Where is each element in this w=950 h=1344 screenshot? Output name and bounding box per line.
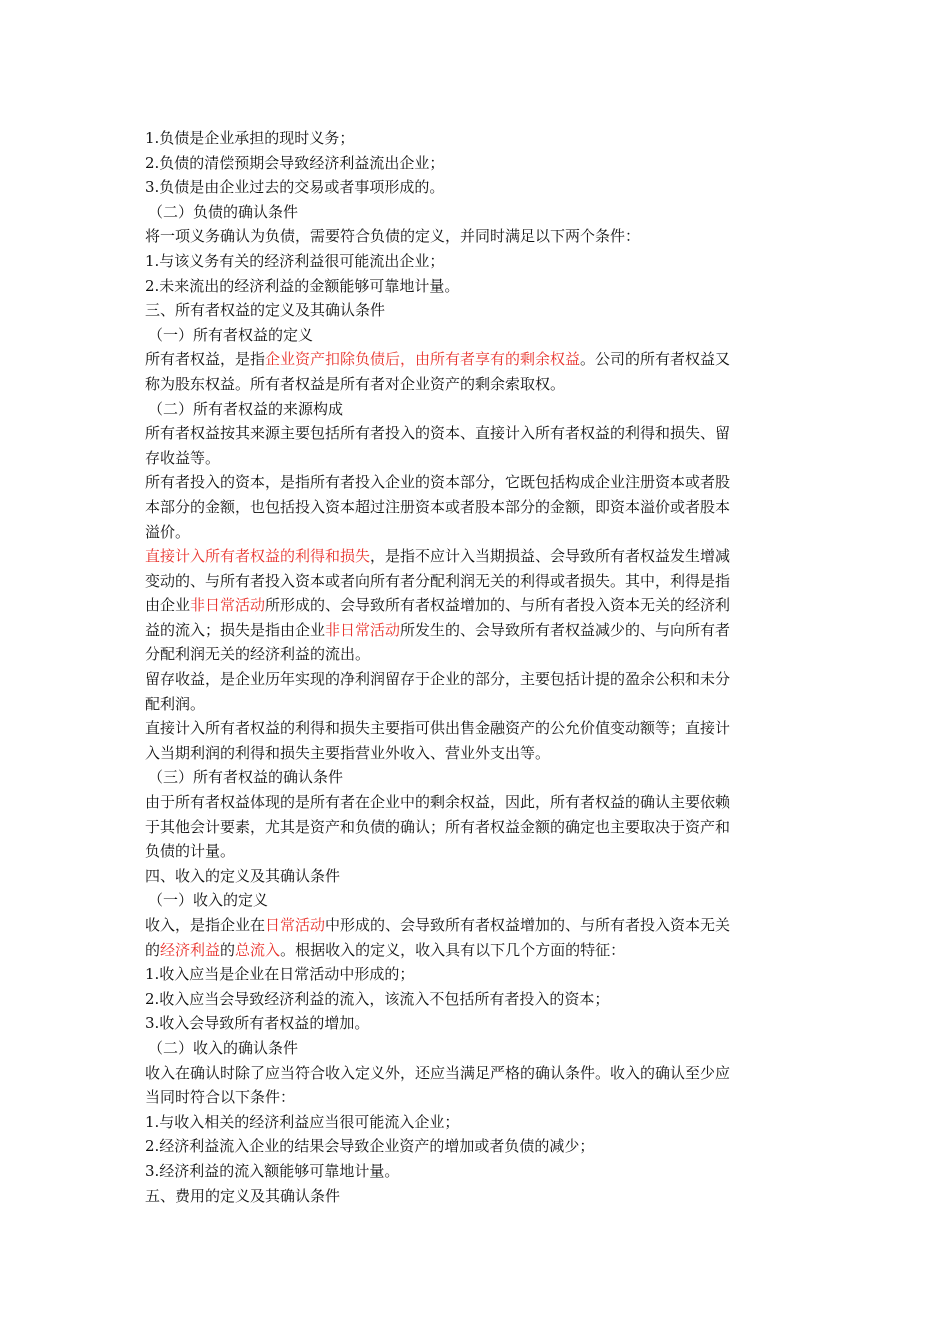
text-line [145, 642, 805, 667]
text-line [145, 1134, 805, 1159]
text-line [145, 347, 805, 372]
text-line [145, 962, 805, 987]
text-line [145, 839, 805, 864]
text-line [145, 569, 805, 594]
text-segment: 四、收入的定义及其确认条件 [145, 866, 341, 885]
text-segment: 将一项义务确认为负债，需要符合负债的定义，并同时满足以下两个条件： [145, 227, 641, 246]
text-segment: 2.经济利益流入企业的结果会导致企业资产的增加或者负债的减少； [145, 1137, 595, 1156]
text-line [145, 1184, 805, 1209]
text-line [145, 544, 805, 569]
text-line [145, 151, 805, 176]
text-segment: 所有者权益，是指 [145, 350, 266, 369]
text-line [145, 298, 805, 323]
text-segment: 所发生的、会导致所有者权益减少的、与向所有者 [400, 620, 731, 639]
text-segment: （二）收入的确认条件 [148, 1038, 299, 1057]
text-segment: 1.收入应当是企业在日常活动中形成的； [145, 965, 415, 984]
text-segment: 于其他会计要素，尤其是资产和负债的确认；所有者权益金额的确定也主要取决于资产和 [145, 817, 731, 836]
text-line [145, 1011, 805, 1036]
highlighted-phrase: 日常活动 [265, 916, 326, 934]
text-line [145, 200, 805, 225]
text-line [145, 446, 805, 471]
text-line [145, 126, 805, 151]
text-line [145, 987, 805, 1012]
highlighted-phrase: 非日常活动 [190, 596, 266, 615]
text-segment: 存收益等。 [145, 448, 221, 467]
text-segment: 收入在确认时除了应当符合收入定义外，还应当满足严格的确认条件。收入的确认至少应 [145, 1063, 731, 1082]
text-segment: 所形成的、会导致所有者权益增加的、与所有者投入资本无关的经济利 [265, 596, 731, 615]
text-segment: 入当期利润的利得和损失主要指营业外收入、营业外支出等。 [145, 743, 551, 762]
text-segment: 2.负债的清偿预期会导致经济利益流出企业； [145, 153, 445, 172]
text-line [145, 938, 805, 963]
text-line [145, 667, 805, 692]
text-segment: 3.经济利益的流入额能够可靠地计量。 [145, 1161, 400, 1180]
highlighted-phrase: 经济利益 [160, 940, 221, 959]
text-line [145, 397, 805, 422]
text-line [145, 1159, 805, 1184]
text-segment: 由企业 [145, 596, 191, 615]
text-segment: 的 [145, 940, 161, 959]
text-line [145, 421, 805, 446]
highlighted-phrase: 非日常活动 [325, 620, 401, 639]
text-line [145, 741, 805, 766]
text-line [145, 716, 805, 741]
text-segment: 所有者权益按其来源主要包括所有者投入的资本、直接计入所有者权益的利得和损失、留 [145, 424, 731, 443]
text-segment: 负债的计量。 [145, 842, 236, 861]
text-line [145, 864, 805, 889]
text-segment: 收入，是指企业在 [145, 916, 266, 934]
text-line [145, 323, 805, 348]
text-segment: 2.未来流出的经济利益的金额能够可靠地计量。 [145, 276, 460, 295]
text-segment: 本部分的金额，也包括投入资本超过注册资本或者股本部分的金额，即资本溢价或者股本 [145, 497, 731, 516]
text-segment: 当同时符合以下条件： [145, 1088, 296, 1107]
text-line [145, 815, 805, 840]
text-segment: 留存收益，是企业历年实现的净利润留存于企业的部分，主要包括计提的盈余公积和未分 [145, 670, 731, 689]
text-line [145, 1085, 805, 1110]
text-line [145, 618, 805, 643]
text-segment: 3.负债是由企业过去的交易或者事项形成的。 [145, 178, 445, 197]
text-segment: （一）所有者权益的定义 [148, 325, 314, 344]
text-line [145, 913, 805, 938]
text-line [145, 1036, 805, 1061]
text-segment: ，是指不应计入当期损益、会导致所有者权益发生增减 [370, 547, 731, 566]
text-segment: 三、所有者权益的定义及其确认条件 [145, 301, 386, 320]
text-line [145, 1061, 805, 1086]
text-segment: （三）所有者权益的确认条件 [148, 768, 344, 787]
text-segment: （一）收入的定义 [148, 891, 269, 910]
text-segment: 3.收入会导致所有者权益的增加。 [145, 1014, 370, 1033]
text-segment: 中形成的、会导致所有者权益增加的、与所有者投入资本无关 [325, 916, 731, 934]
text-line [145, 765, 805, 790]
text-segment: （二）所有者权益的来源构成 [148, 399, 344, 418]
text-line [145, 790, 805, 815]
highlighted-phrase: 直接计入所有者权益的利得和损失 [145, 547, 371, 566]
text-segment: 2.收入应当会导致经济利益的流入，该流入不包括所有者投入的资本； [145, 989, 610, 1008]
text-segment: 益的流入；损失是指由企业 [145, 620, 326, 639]
text-line [145, 520, 805, 545]
text-segment: 。公司的所有者权益又 [580, 350, 731, 369]
text-line [145, 224, 805, 249]
text-segment: 1.负债是企业承担的现时义务； [145, 129, 355, 147]
text-segment: 的 [220, 940, 236, 959]
document-body [145, 126, 805, 1208]
highlighted-phrase: 总流入 [235, 940, 281, 959]
text-segment: 所有者投入的资本，是指所有者投入企业的资本部分，它既包括构成企业注册资本或者股 [145, 473, 731, 492]
text-segment: 。根据收入的定义，收入具有以下几个方面的特征： [280, 940, 626, 959]
text-line [145, 274, 805, 299]
text-line [145, 1110, 805, 1135]
text-segment: 1.与收入相关的经济利益应当很可能流入企业； [145, 1112, 460, 1131]
text-segment: 称为股东权益。所有者权益是所有者对企业资产的剩余索取权。 [145, 374, 566, 393]
text-line [145, 372, 805, 397]
text-segment: （二）负债的确认条件 [148, 202, 299, 221]
text-line [145, 470, 805, 495]
text-segment: 直接计入所有者权益的利得和损失主要指可供出售金融资产的公允价值变动额等；直接计 [145, 719, 731, 738]
text-segment: 溢价。 [145, 522, 191, 541]
text-line [145, 593, 805, 618]
text-segment: 1.与该义务有关的经济利益很可能流出企业； [145, 251, 445, 270]
text-segment: 五、费用的定义及其确认条件 [145, 1186, 341, 1205]
text-line [145, 495, 805, 520]
text-segment: 变动的、与所有者投入资本或者向所有者分配利润无关的利得或者损失。其中，利得是指 [145, 571, 731, 590]
text-line [145, 888, 805, 913]
text-line [145, 692, 805, 717]
text-segment: 由于所有者权益体现的是所有者在企业中的剩余权益，因此，所有者权益的确认主要依赖 [145, 793, 731, 812]
text-line [145, 249, 805, 274]
text-line [145, 175, 805, 200]
text-segment: 配利润。 [145, 694, 206, 713]
highlighted-phrase: 企业资产扣除负债后，由所有者享有的剩余权益 [265, 350, 581, 369]
text-segment: 分配利润无关的经济利益的流出。 [145, 645, 371, 664]
